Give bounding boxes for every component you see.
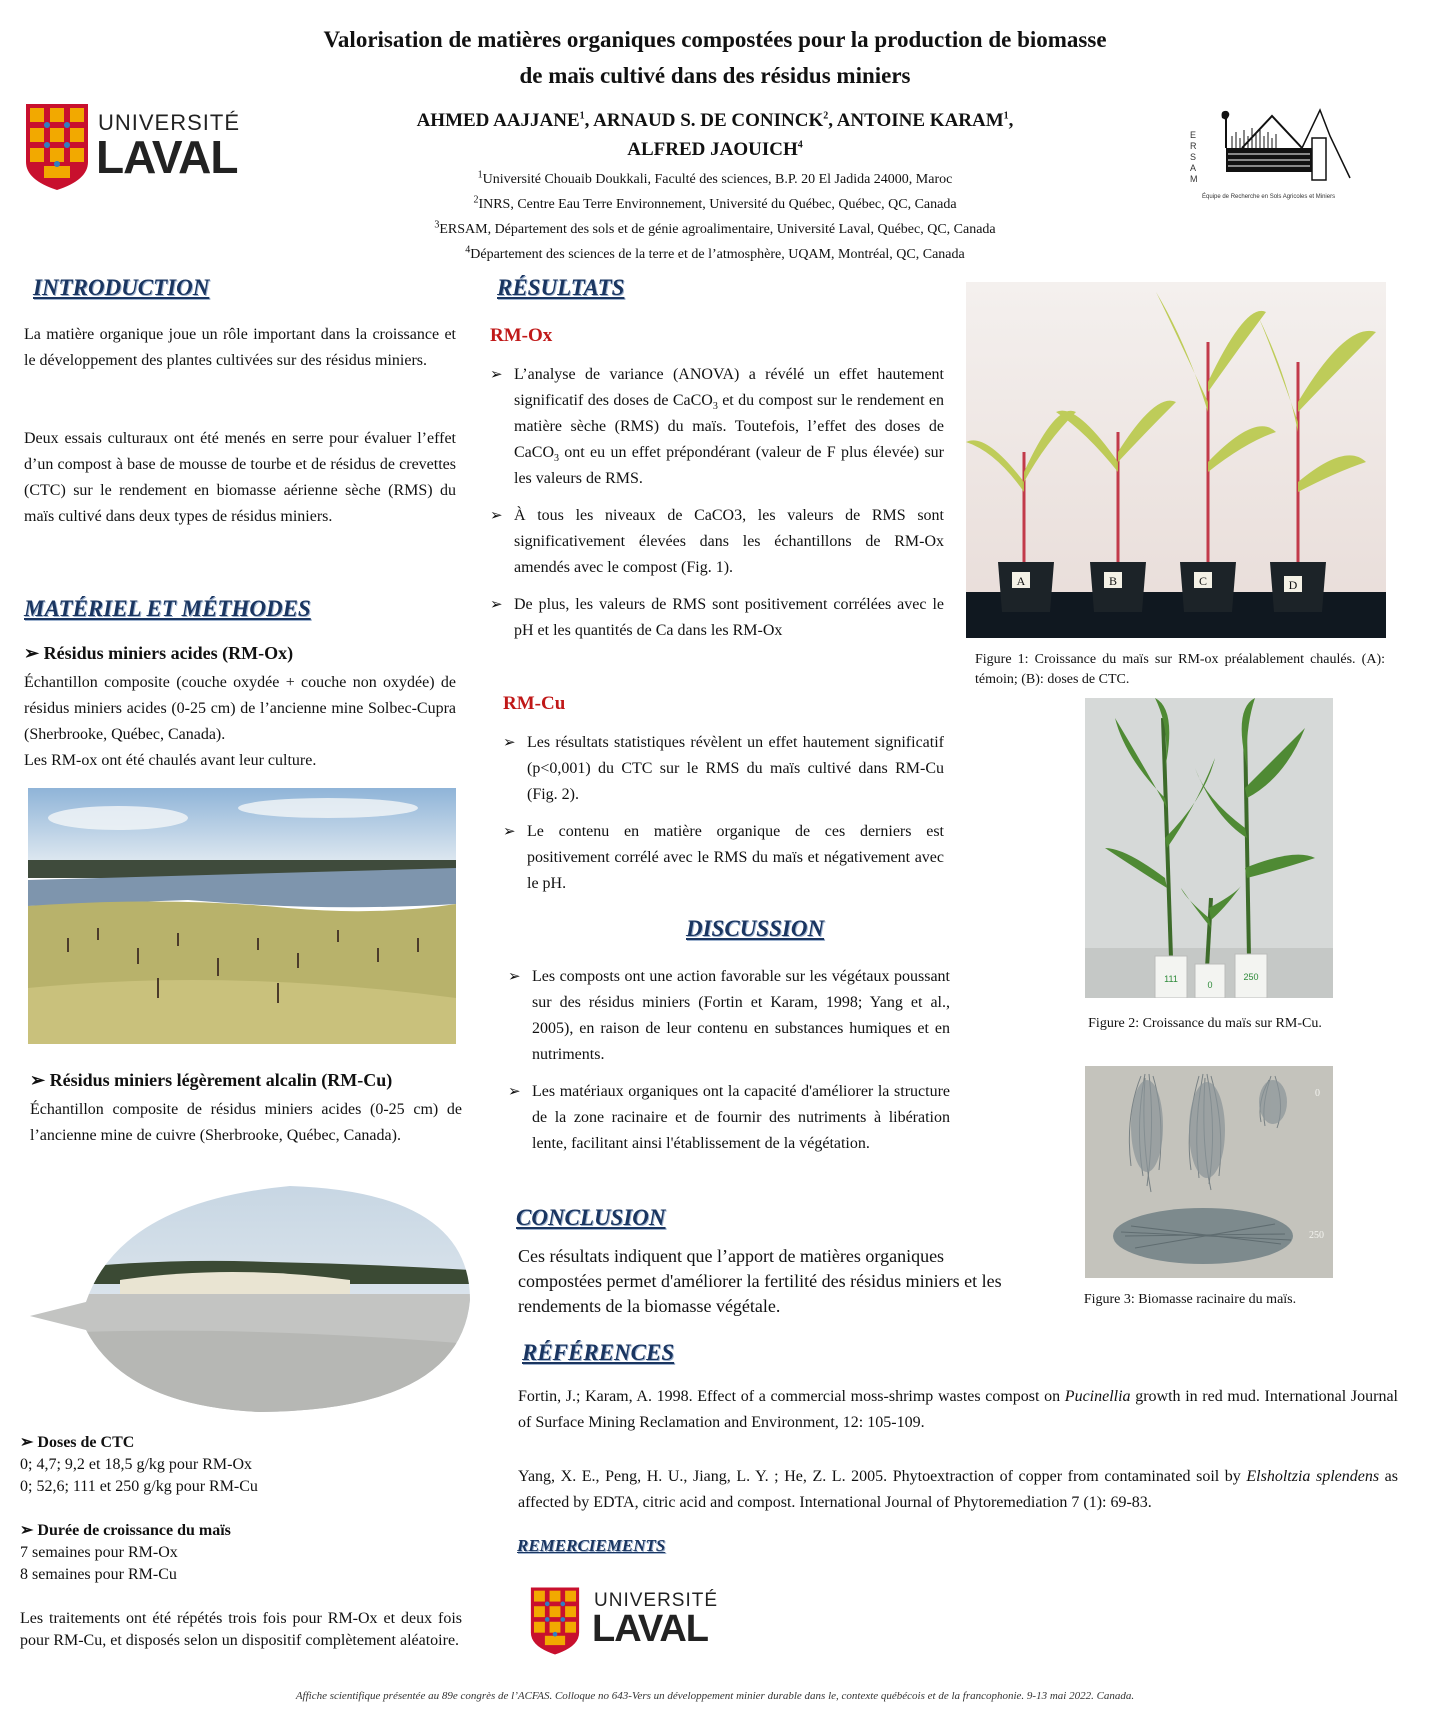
figure-2-caption: Figure 2: Croissance du maïs sur RM-Cu.: [1088, 1016, 1322, 1031]
laval-shield-icon: [526, 1586, 584, 1656]
rmcu-description: Échantillon composite de résidus miniers acides (0-25 cm) de l’ancienne mine de cuivre (Sherbrooke, Québec, Canada).: [30, 1101, 462, 1144]
affiliation: $^2$INRS, Centre Eau Terre Environnement, Université du Québec, Québec, QC, Canada: [473, 194, 957, 212]
acknowledgements-title: REMERCIEMENTS: [517, 1536, 666, 1555]
results-title: RÉSULTATS: [497, 275, 625, 300]
poster-footer: Affiche scientifique présentée au 89e congrès de l’ACFAS. Colloque no 643-Vers un développement minier durable dans le, contexte québécois et de la francophonie. 9-13 mai 2022. Canada.: [295, 1690, 1135, 1702]
arrow-bullet-icon: ➢: [490, 597, 503, 613]
methods-title: MATÉRIEL ET MÉTHODES: [24, 596, 311, 621]
introduction-paragraph-1: La matière organique joue un rôle important dans la croissance et le développement des plantes cultivées sur des résidus miniers.: [24, 326, 456, 369]
ersam-emblem-icon: [1202, 108, 1362, 188]
arrow-bullet-icon: ➢: [490, 508, 503, 524]
list-item: ➢ Les composts ont une action favorable sur les végétaux poussant sur des résidus miniers (Fortin et Karam, 1998; Yang et al., 2005), en raison de leur contenu en substances humiques et en nutriments.: [508, 964, 950, 1068]
results-rmcu-list: [503, 730, 944, 908]
pot-label: 0: [1207, 980, 1213, 990]
duration-rmcu: 8 semaines pour RM-Cu: [20, 1566, 177, 1583]
affiliation: $^4$Département des sciences de la terre et de l’atmosphère, UQAM, Montréal, QC, Canada: [465, 244, 965, 262]
ersam-vertical-text: ERSAM: [1190, 130, 1198, 184]
reference-1: Fortin, J.; Karam, A. 1998. Effect of a commercial moss-shrimp wastes compost on Pucinellia growth in red mud. International Journal of Surface Mining Reclamation and Environment, 12: 105-109.: [518, 1388, 1398, 1431]
laval-logo-line2: LAVAL: [96, 131, 238, 183]
conclusion-title: CONCLUSION: [516, 1205, 666, 1230]
laval-logo-line1: UNIVERSITÉ: [98, 110, 241, 135]
methods-closing: Les traitements ont été répétés trois fois pour RM-Ox et deux fois pour RM-Cu, et disposés selon un dispositif complètement aléatoire.: [20, 1610, 462, 1649]
rmox-description: Échantillon composite (couche oxydée + couche non oxydée) de résidus miniers acides (0-25 cm) de l’ancienne mine Solbec-Cupra (Sherbrooke, Québec, Canada). Les RM-ox ont été chaulés avant leur culture.: [24, 674, 456, 769]
title-line-1: Valorisation de matières organiques compostées pour la production de biomasse: [323, 27, 1107, 52]
rmox-heading: ➢ Résidus miniers acides (RM-Ox): [24, 643, 294, 663]
conclusion-text: Ces résultats indiquent que l’apport de matières organiques compostées permet d'améliorer la fertilité des résidus miniers et les rendements de la biomasse végétale.: [518, 1246, 1002, 1316]
arrow-bullet-icon: ➢: [20, 1522, 34, 1539]
arrow-bullet-icon: ➢: [30, 1070, 46, 1090]
introduction-title: INTRODUCTION: [33, 275, 210, 300]
results-rmox-list: [490, 362, 944, 655]
rmcu-heading: ➢ Résidus miniers légèrement alcalin (RM-Cu): [30, 1070, 393, 1090]
references-title: RÉFÉRENCES: [522, 1340, 675, 1365]
doses-rmcu: 0; 52,6; 111 et 250 g/kg pour RM-Cu: [20, 1478, 258, 1495]
figure-3-label: 0: [1315, 1088, 1320, 1099]
discussion-list: [508, 964, 950, 1168]
laval-shield-icon: [24, 102, 90, 192]
figure-1-caption: Figure 1: Croissance du maïs sur RM-ox préalablement chaulés. (A): témoin; (B): doses de CTC.: [975, 652, 1385, 687]
arrow-bullet-icon: ➢: [503, 735, 516, 751]
ersam-caption: Équipe de Recherche en Sols Agricoles et Miniers: [1202, 194, 1336, 200]
poster-title: [250, 22, 1180, 94]
list-item: ➢ De plus, les valeurs de RMS sont positivement corrélées avec le pH et les quantités de Ca dans les RM-Ox: [490, 592, 944, 644]
list-item: ➢ L’analyse de variance (ANOVA) a révélé un effet hautement significatif des doses de CaCO$_3$ et du compost sur le rendement en matière sèche (RMS) du maïs. Toutefois, l’effet des doses de CaCO$_3$ ont eu un effet prépondérant (valeur de F plus élevée) sur les valeurs de RMS.: [490, 362, 944, 492]
figure-3-photo: [1085, 1066, 1333, 1278]
laval-logo-line1: UNIVERSITÉ: [594, 1590, 719, 1611]
laval-logo: [24, 102, 241, 192]
authors: [330, 106, 1100, 164]
list-item: ➢ Les matériaux organiques ont la capacité d'améliorer la structure de la zone racinaire et de fournir des nutriments à libération lente, facilitant ainsi l'établissement de la végétation.: [508, 1079, 950, 1157]
arrow-bullet-icon: ➢: [508, 969, 521, 985]
pot-label: 111: [1164, 974, 1178, 984]
pot-label: 250: [1243, 972, 1259, 982]
results-rmcu-label: RM-Cu: [503, 693, 566, 714]
figure-3-caption: Figure 3: Biomasse racinaire du maïs.: [1083, 1292, 1297, 1307]
arrow-bullet-icon: ➢: [503, 824, 516, 840]
affiliations: [330, 167, 1100, 267]
results-rmox-label: RM-Ox: [490, 325, 553, 346]
pot-label: C: [1198, 574, 1208, 588]
reference-2: Yang, X. E., Peng, H. U., Jiang, L. Y. ; He, Z. L. 2005. Phytoextraction of copper from contaminated soil by Elsholtzia splendens as affected by EDTA, citric acid and compost. International Journal of Phytoremediation 7 (1): 69-83.: [518, 1468, 1399, 1511]
laval-logo-bottom: [526, 1586, 726, 1656]
arrow-bullet-icon: ➢: [24, 643, 40, 663]
mine-landscape-photo: [28, 788, 456, 1044]
arrow-bullet-icon: ➢: [508, 1084, 521, 1100]
figure-2-photo: [1085, 698, 1333, 998]
tailings-bubble-photo: [30, 1184, 470, 1414]
doses-heading: ➢ Doses de CTC: [20, 1434, 135, 1451]
duration-heading: ➢ Durée de croissance du maïs: [20, 1522, 231, 1539]
figure-1-photo: [966, 282, 1386, 638]
pot-label: B: [1108, 574, 1118, 588]
author: ALFRED JAOUICH$^4$: [627, 139, 803, 160]
duration-rmox: 7 semaines pour RM-Ox: [20, 1544, 178, 1561]
ersam-logo: [1190, 108, 1370, 208]
arrow-bullet-icon: ➢: [490, 367, 503, 383]
list-item: ➢ Le contenu en matière organique de ces derniers est positivement corrélé avec le RMS du maïs et négativement avec le pH.: [503, 819, 944, 897]
figure-3-label: 250: [1309, 1230, 1324, 1241]
pot-label: D: [1288, 578, 1298, 592]
introduction-paragraph-2: Deux essais culturaux ont été menés en serre pour évaluer l’effet d’un compost à base de mousse de tourbe et de résidus de crevettes (CTC) sur le rendement en biomasse aérienne sèche (RMS) du maïs cultivé dans deux types de résidus miniers.: [24, 430, 456, 525]
title-line-2: de maïs cultivé dans des résidus miniers: [519, 63, 911, 88]
author: ANTOINE KARAM$^1$,: [836, 110, 1014, 131]
doses-rmox: 0; 4,7; 9,2 et 18,5 g/kg pour RM-Ox: [20, 1456, 252, 1473]
list-item: ➢ Les résultats statistiques révèlent un effet hautement significatif (p<0,001) du CTC sur le RMS du maïs cultivé dans RM-Cu (Fig. 2).: [503, 730, 944, 808]
affiliation: $^1$Université Chouaib Doukkali, Faculté des sciences, B.P. 20 El Jadida 24000, Maroc: [477, 169, 953, 187]
author: ARNAUD S. DE CONINCK$^2$,: [593, 110, 837, 131]
discussion-title: DISCUSSION: [686, 916, 825, 941]
author: AHMED AAJJANE$^1$,: [416, 110, 594, 131]
affiliation: $^3$ERSAM, Département des sols et de génie agroalimentaire, Université Laval, Québec, QC, Canada: [434, 219, 996, 237]
laval-logo-line2: LAVAL: [592, 1608, 709, 1650]
pot-label: A: [1016, 574, 1026, 588]
list-item: ➢ À tous les niveaux de CaCO3, les valeurs de RMS sont significativement élevées dans les échantillons de RM-Ox amendés avec le compost (Fig. 1).: [490, 503, 944, 581]
arrow-bullet-icon: ➢: [20, 1434, 34, 1451]
